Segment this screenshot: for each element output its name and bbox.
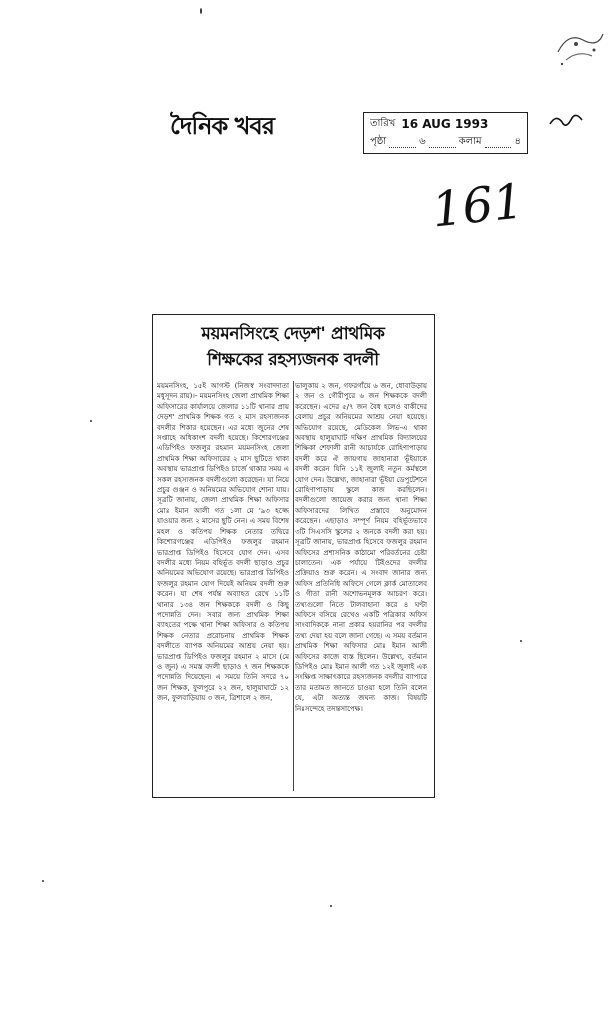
scan-speck <box>90 420 92 422</box>
date-value: 16 AUG 1993 <box>401 117 489 131</box>
page-column-row <box>370 133 521 151</box>
scan-speck <box>330 905 332 907</box>
column-label: কলাম <box>458 136 482 147</box>
corner-smudge-icon <box>548 22 608 72</box>
column-divider <box>293 381 294 791</box>
headline-line-2: শিক্ষকের রহস্যজনক বদলী <box>207 350 379 370</box>
dotted-line <box>389 137 416 148</box>
date-row <box>370 115 521 133</box>
page-label: পৃষ্ঠা <box>370 136 387 147</box>
article-headline <box>159 321 427 379</box>
article-text-left: ময়মনসিংহ, ১৫ই আগস্ট (নিজস্ব সংবাদদাতা মধুসূদন রায়)।- ময়মনসিংহ জেলা প্রাথমিক শিক্ষা অফিসারের কার্যালয়ে জেলার ১১টি থানার প্রায় দেড়শ' প্রাথমিক শিক্ষক গত ২ মাস রহস্যজনক বদলীর শিকার হয়েছেন। এর মধ্যে জুনের শেষ সপ্তাহে অধিকাংশ বদলী হয়েছে। কিশোরগঞ্জের এডিপিইও ফজলুর রহমান ময়মনসিংহ জেলা প্রাথমিক শিক্ষা অফিসারের ২ মাস ছুটিতে থাকা অবস্থায় ভারপ্রাপ্ত ডিপিইও চার্জে থাকার সময় এ সকল রহস্যজনক বদলীগুলো করেছেন। যা নিয়ে প্রচুর গুঞ্জন ও অনিয়মের অভিযোগ শোনা যায়। সূত্রটি জানায়, জেলা প্রাথমিক শিক্ষা অফিসার মোঃ ইমান আলী গত ১লা মে '৯৩ হজ্জে যাওয়ার জন্য ২ মাসের ছুটি নেন। এ সময় বিশেষ মহল ও কতিপয় শিক্ষক নেতার তদ্বিরে কিশোরগঞ্জের এডিপিইও ফজলুর রহমান ভারপ্রাপ্ত ডিপিইও হিসেবে যোগ দেন। এসব বদলীর মধ্যে নিয়ম বহির্ভূত বদলী ছাড়াও প্রচুর অনিয়মের অভিযোগ রয়েছে। ভারপ্রাপ্ত ডিপিইও ফজলুর রহমান যোগ দিয়েই অনিয়ম বদলী শুরু করেন। যা শেষ পর্যন্ত অব্যাহত রেখে ১১টি থানার ১৩৪ জন শিক্ষককে বদলী ও কিছু পদোন্নতি দেন। সবার জন্য প্রাথমিক শিক্ষা ব্যাহতের পক্ষে থানা শিক্ষা অফিসার ও কতিপয় শিক্ষক নেতার প্ররোচনায় প্রাথমিক শিক্ষক বদলীতে ব্যাপক অনিয়মের আশ্রয় নেয়া হয়। ভারপ্রাপ্ত ডিপিইও ফজলুর রহমান ২ মাসে (মে ও জুন) এ সমস্ত বদলী ছাড়াও ৭ জন শিক্ষককে পদোন্নতি দিয়েছেন। এ সময়ে তিনি সদরে ৭০ জন শিক্ষক, ফুলপুরে ২২ জন, হালুয়াঘাটে ১২ জন, ফুলবাড়িয়ায় ৩ জন, ত্রিশালে ২ জন, <box>157 382 289 703</box>
headline-line-1: ময়মনসিংহে দেড়শ' প্রাথমিক <box>201 324 385 344</box>
date-label: তারিখ <box>370 118 396 129</box>
dotted-line <box>485 137 512 148</box>
date-stamp-box <box>363 112 528 154</box>
handwritten-scribble-icon <box>546 110 586 134</box>
page-value: ৬ <box>419 136 426 147</box>
column-value: ৪ <box>514 136 521 147</box>
article-text-right: ভালুকায় ২ জন, গফরগাঁয়ে ৬ জন, ধোবাউড়ায় ২ জন ও গৌরীপুরে ৬ জন শিক্ষককে বদলী করেছেন। এদের ৫/৭ জন বৈধ হলেও বাকীদের বেলায় প্রচুর অনিয়মের আশ্রয় নেয়া হয়েছে। অভিযোগ রয়েছে, মেডিকেল লিভ-এ থাকা অবস্থায় হালুয়াঘাট দক্ষিণ প্রাথমিক বিদ্যালয়ের শিক্ষিকা শেফালী রানী আচার্যকে রোহিণাপাড়ায় বদলী করে ঐ জায়গায় জাহানারা ভূঁইয়াকে বদলী করেন যিনি ১১ই জুলাই নতুন কর্মস্থলে যোগ দেন। উল্লেখ্য, জাহানারা ভূঁইয়া ডেপুটেশনে রোহিণাপাড়ায় স্কুলে কাজ করছিলেন। বদলীগুলো জায়েজ করার জন্য থানা শিক্ষা অফিসারদের লিখিত প্রস্তাবে অনুমোদন করেছেন। এছাড়াও সম্পূর্ণ নিয়ম বহির্ভূতভাবে ৩টি সিএসসি স্কুলের ২ জনকে বদলী করা হয়। সূত্রটি জানায়, ভারপ্রাপ্ত হিসেবে ফজলুর রহমান অফিসের প্রশাসনিক কাঠামো পরিবর্তনের চেষ্টা চালাতেন। এক পর্যায়ে টিইওদের বদলীর প্রক্রিয়াও শুরু করেন। এ সংবাদ জানার জন্য অফিস প্রতিনিধি অফিসে গেলে ক্লার্ক মোতালেব ও গীতা রানী অশোভনমূলক আচরণ করে। তথ্যগুলো নিতে টালবাহানা করে ৪ ঘণ্টা অফিসে বসিয়ে রেখেও একটি পত্রিকার অফিস সাংবাদিককে নানা প্রকার হয়রানির পর বদলীর তথ্য দেয়া হয় বলে জানা গেছে। এ সময় বর্তমান প্রাথমিক শিক্ষা অফিসার মোঃ ইমান আলী অফিসের কাজে ব্যস্ত ছিলেন। উল্লেখ্য, বর্তমান ডিপিইও মোঃ ইমান আলী গত ১২ই জুলাই এক সংক্ষিপ্ত সাক্ষাৎকারে রহস্যজনক বদলীর ব্যাপারে তার মতামত জানতে চাওয়া হলে তিনি বলেন যে, এটা অত্যন্ত জঘন্য কাজ। বিষয়টি নিঃসন্দেহে তদন্তসাপেক্ষ। <box>295 382 427 713</box>
newspaper-masthead: দৈনিক খবর <box>170 112 274 140</box>
dotted-line <box>429 137 456 148</box>
scan-speck <box>200 8 202 14</box>
article-column-left <box>157 381 289 791</box>
article-column-right <box>295 381 427 791</box>
scan-speck <box>42 880 44 882</box>
archive-number: 161 <box>429 173 527 239</box>
news-clipping <box>152 314 435 798</box>
scan-speck <box>520 640 522 642</box>
